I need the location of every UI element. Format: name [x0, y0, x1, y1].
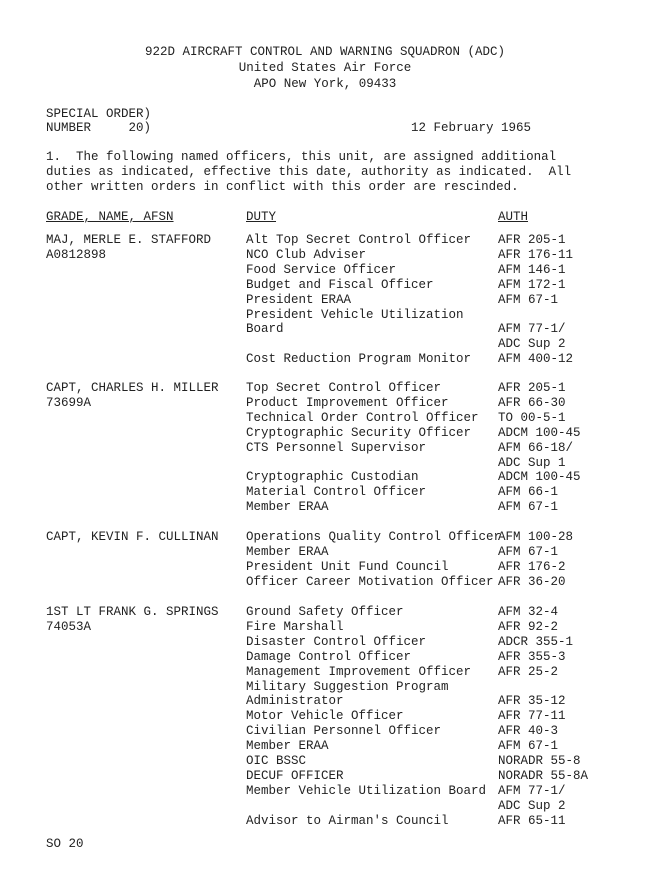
auth-cell: TO 00-5-1 — [498, 410, 566, 425]
duty-cell: Damage Control Officer — [246, 649, 412, 664]
duty-cell: Budget and Fiscal Officer — [246, 277, 434, 292]
officer-grade-name: 1ST LT FRANK G. SPRINGS — [46, 605, 219, 619]
auth-cell: AFR 77-11 — [498, 709, 566, 724]
duty-cell: Product Improvement Officer — [246, 395, 449, 410]
duty-cell: Ground Safety Officer — [246, 605, 404, 619]
header-auth: AUTH — [498, 210, 529, 224]
auth-cell: AFM 67-1 — [498, 544, 559, 559]
auth-cell: ADCM 100-45 — [498, 470, 581, 485]
auth-cell: AFR 205-1 — [498, 233, 566, 247]
duty-cell: Member ERAA — [246, 544, 329, 559]
officer-afsn: 73699A — [46, 396, 92, 410]
duty-cell: Member ERAA — [246, 500, 329, 515]
duty-cell: President Unit Fund Council — [246, 559, 449, 574]
auth-cell: AFR 205-1 — [498, 381, 566, 395]
header-duty: DUTY — [246, 210, 277, 224]
auth-cell: AFR 92-2 — [498, 619, 559, 634]
duty-cell: CTS Personnel Supervisor — [246, 440, 427, 455]
duty-cell: Operations Quality Control Officer — [246, 530, 502, 544]
auth-cell: AFR 355-3 — [498, 649, 566, 664]
auth-cell: AFM 146-1 — [498, 262, 566, 277]
auth-cell: AFM 66-18/ — [498, 440, 574, 455]
duty-cell: Military Suggestion Program — [246, 679, 449, 694]
auth-cell: NORADR 55-8A — [498, 768, 589, 783]
footer-so-number: SO 20 — [46, 837, 84, 851]
duty-cell: Fire Marshall — [246, 619, 344, 634]
duty-cell: NCO Club Adviser — [246, 247, 367, 262]
auth-cell: AFR 176-2 — [498, 559, 566, 574]
officer-grade-name: MAJ, MERLE E. STAFFORD — [46, 233, 212, 247]
auth-cell: AFM 100-28 — [498, 530, 574, 544]
auth-cell: ADC Sup 2 — [498, 337, 566, 352]
duty-cell: Motor Vehicle Officer — [246, 709, 404, 724]
duty-cell: DECUF OFFICER — [246, 768, 344, 783]
duty-cell: Cryptographic Security Officer — [246, 425, 472, 440]
officer-grade-name: CAPT, KEVIN F. CULLINAN — [46, 530, 219, 544]
auth-cell: AFM 66-1 — [498, 485, 559, 500]
duty-cell: Disaster Control Officer — [246, 634, 427, 649]
auth-cell: AFR 65-11 — [498, 813, 566, 828]
duty-cell: President ERAA — [246, 292, 352, 307]
unit-name: 922D AIRCRAFT CONTROL AND WARNING SQUADRON (ADC) — [144, 45, 506, 59]
duty-cell: Member Vehicle Utilization Board — [246, 783, 487, 798]
auth-cell: ADC Sup 1 — [498, 455, 566, 470]
order-number: NUMBER 20) — [46, 121, 152, 135]
duty-cell: Food Service Officer — [246, 262, 397, 277]
duty-cell: Administrator — [246, 694, 344, 709]
auth-cell: AFM 172-1 — [498, 277, 566, 292]
duty-cell: Material Control Officer — [246, 485, 427, 500]
service-name: United States Air Force — [238, 61, 412, 75]
auth-cell: AFM 32-4 — [498, 605, 559, 619]
officer-afsn: 74053A — [46, 620, 92, 634]
auth-cell: AFR 40-3 — [498, 724, 559, 739]
auth-cell: ADCR 355-1 — [498, 634, 574, 649]
header-grade-name: GRADE, NAME, AFSN — [46, 210, 174, 224]
auth-cell: AFM 67-1 — [498, 500, 559, 515]
duty-cell: Management Improvement Officer — [246, 664, 472, 679]
auth-cell: AFM 67-1 — [498, 739, 559, 754]
duty-cell: Civilian Personnel Officer — [246, 724, 442, 739]
auth-cell: AFR 66-30 — [498, 395, 566, 410]
duty-cell: Advisor to Airman's Council — [246, 813, 449, 828]
auth-cell: NORADR 55-8 — [498, 754, 581, 768]
auth-cell: ADCM 100-45 — [498, 425, 581, 440]
paragraph-line-1: 1. The following named officers, this unit, are assigned additional — [46, 150, 557, 164]
duty-cell: Officer Career Motivation Officer — [246, 574, 494, 589]
duty-cell: Top Secret Control Officer — [246, 381, 442, 395]
duty-cell: Board — [246, 322, 284, 337]
auth-cell: AFR 35-12 — [498, 694, 566, 709]
paragraph-line-2: duties as indicated, effective this date, authority as indicated. All — [46, 165, 572, 179]
auth-cell: ADC Sup 2 — [498, 798, 566, 813]
auth-cell: AFR 176-11 — [498, 247, 574, 262]
special-order-label: SPECIAL ORDER) — [46, 107, 152, 121]
auth-cell: AFM 77-1/ — [498, 322, 566, 337]
auth-cell: AFM 77-1/ — [498, 783, 566, 798]
auth-cell: AFR 25-2 — [498, 664, 559, 679]
auth-cell: AFM 67-1 — [498, 292, 559, 307]
auth-cell: AFR 36-20 — [498, 574, 566, 589]
duty-cell: Member ERAA — [246, 739, 329, 754]
duty-cell: Alt Top Secret Control Officer — [246, 233, 472, 247]
apo-address: APO New York, 09433 — [253, 77, 397, 91]
officer-grade-name: CAPT, CHARLES H. MILLER — [46, 381, 219, 395]
duty-cell: Technical Order Control Officer — [246, 410, 479, 425]
auth-cell: AFM 400-12 — [498, 352, 574, 367]
paragraph-line-3: other written orders in conflict with this order are rescinded. — [46, 180, 519, 194]
duty-cell: OIC BSSC — [246, 754, 307, 768]
duty-cell: Cost Reduction Program Monitor — [246, 352, 472, 367]
duty-cell: Cryptographic Custodian — [246, 470, 419, 485]
order-date: 12 February 1965 — [411, 121, 532, 135]
duty-cell: President Vehicle Utilization — [246, 307, 464, 322]
officer-afsn: A0812898 — [46, 248, 107, 262]
